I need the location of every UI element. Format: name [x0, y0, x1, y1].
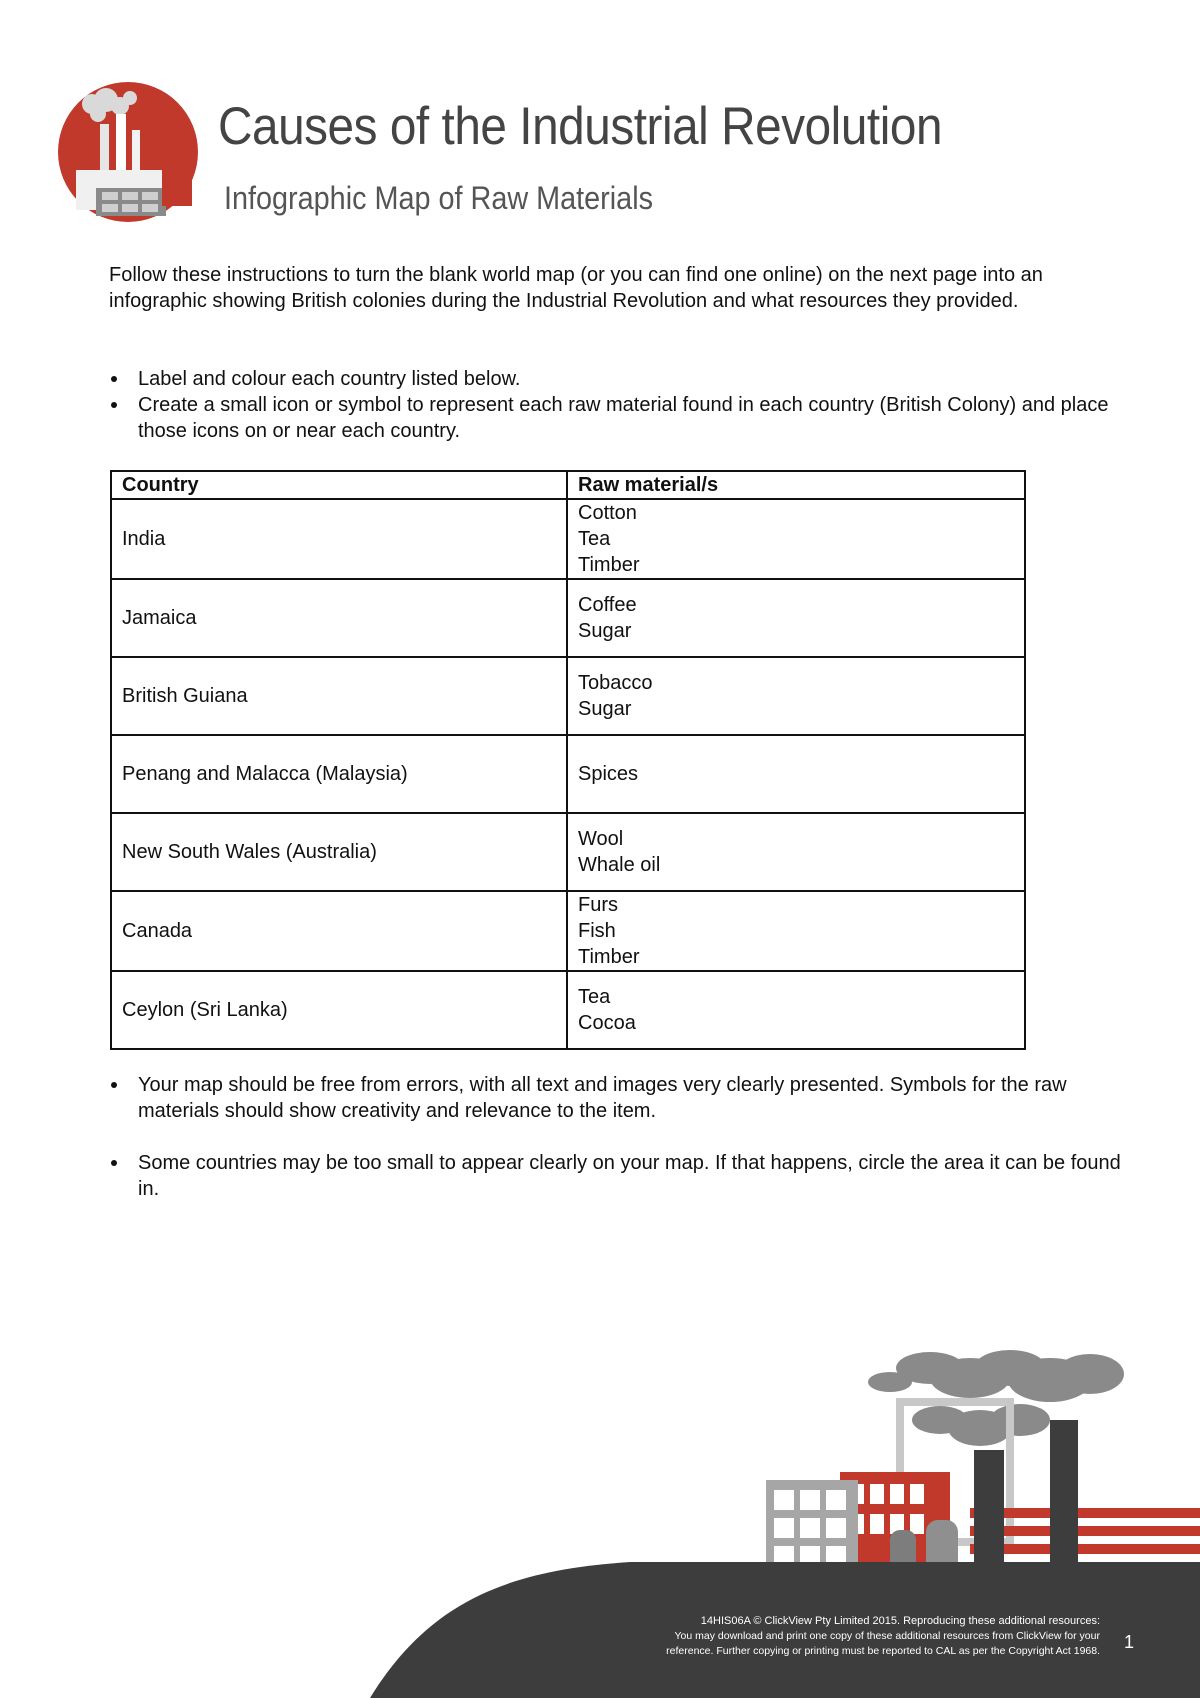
- instruction-list: [109, 366, 1139, 444]
- material-item: Coffee: [578, 594, 637, 616]
- materials-cell: [567, 735, 1025, 813]
- materials-cell: [567, 813, 1025, 891]
- material-item: Timber: [578, 946, 640, 968]
- material-item: Tea: [578, 986, 611, 1008]
- materials-cell: [567, 579, 1025, 657]
- material-item: Whale oil: [578, 854, 661, 876]
- table-header-row: [111, 471, 1025, 499]
- materials-cell: [567, 891, 1025, 971]
- materials-cell: [567, 657, 1025, 735]
- raw-materials-table: [110, 470, 1026, 1050]
- table-row: [111, 735, 1025, 813]
- factory-logo-icon: [56, 80, 200, 224]
- table-row: [111, 891, 1025, 971]
- table-row: [111, 579, 1025, 657]
- table-row: [111, 499, 1025, 579]
- copyright-notice: [560, 1614, 1100, 1659]
- materials-cell: [567, 971, 1025, 1049]
- table-row: [111, 971, 1025, 1049]
- material-item: Cocoa: [578, 1012, 636, 1034]
- country-cell: India: [111, 499, 567, 579]
- material-item: Timber: [578, 554, 640, 576]
- copyright-line: 14HIS06A © ClickView Pty Limited 2015. Reproducing these additional resources:: [700, 1615, 1100, 1627]
- country-cell: Penang and Malacca (Malaysia): [111, 735, 567, 813]
- column-header-country: Country: [111, 471, 567, 499]
- material-item: Wool: [578, 828, 624, 850]
- table-row: [111, 657, 1025, 735]
- copyright-line: You may download and print one copy of these additional resources from ClickView for your: [674, 1630, 1100, 1642]
- country-cell: Jamaica: [111, 579, 567, 657]
- country-cell: New South Wales (Australia): [111, 813, 567, 891]
- intro-paragraph: Follow these instructions to turn the blank world map (or you can find one online) on the next page into an infographic showing British colonies during the Industrial Revolution and what resources they provided.: [109, 264, 1043, 312]
- note-item: Your map should be free from errors, with all text and images very clearly presented. Symbols for the raw materials should show creativity and relevance to the item.: [109, 1072, 1139, 1124]
- country-cell: Ceylon (Sri Lanka): [111, 971, 567, 1049]
- instruction-item: Label and colour each country listed below.: [109, 366, 1139, 392]
- column-header-materials: Raw material/s: [567, 471, 1025, 499]
- page-title: Causes of the Industrial Revolution: [218, 97, 943, 156]
- material-item: Tobacco: [578, 672, 653, 694]
- material-item: Tea: [578, 528, 611, 550]
- notes-list: [109, 1072, 1139, 1228]
- materials-cell: [567, 499, 1025, 579]
- material-item: Spices: [578, 763, 639, 785]
- page-number: 1: [1124, 1632, 1135, 1652]
- page-subtitle: Infographic Map of Raw Materials: [224, 180, 653, 216]
- material-item: Sugar: [578, 698, 632, 720]
- table-row: [111, 813, 1025, 891]
- material-item: Cotton: [578, 502, 637, 524]
- country-cell: Canada: [111, 891, 567, 971]
- copyright-line: reference. Further copying or printing must be reported to CAL as per the Copyright Act 1968.: [666, 1645, 1100, 1657]
- material-item: Sugar: [578, 620, 632, 642]
- material-item: Furs: [578, 894, 618, 916]
- note-item: Some countries may be too small to appear clearly on your map. If that happens, circle the area it can be found in.: [109, 1150, 1139, 1202]
- country-cell: British Guiana: [111, 657, 567, 735]
- material-item: Fish: [578, 920, 616, 942]
- instruction-item: Create a small icon or symbol to represent each raw material found in each country (British Colony) and place those icons on or near each country.: [109, 392, 1139, 444]
